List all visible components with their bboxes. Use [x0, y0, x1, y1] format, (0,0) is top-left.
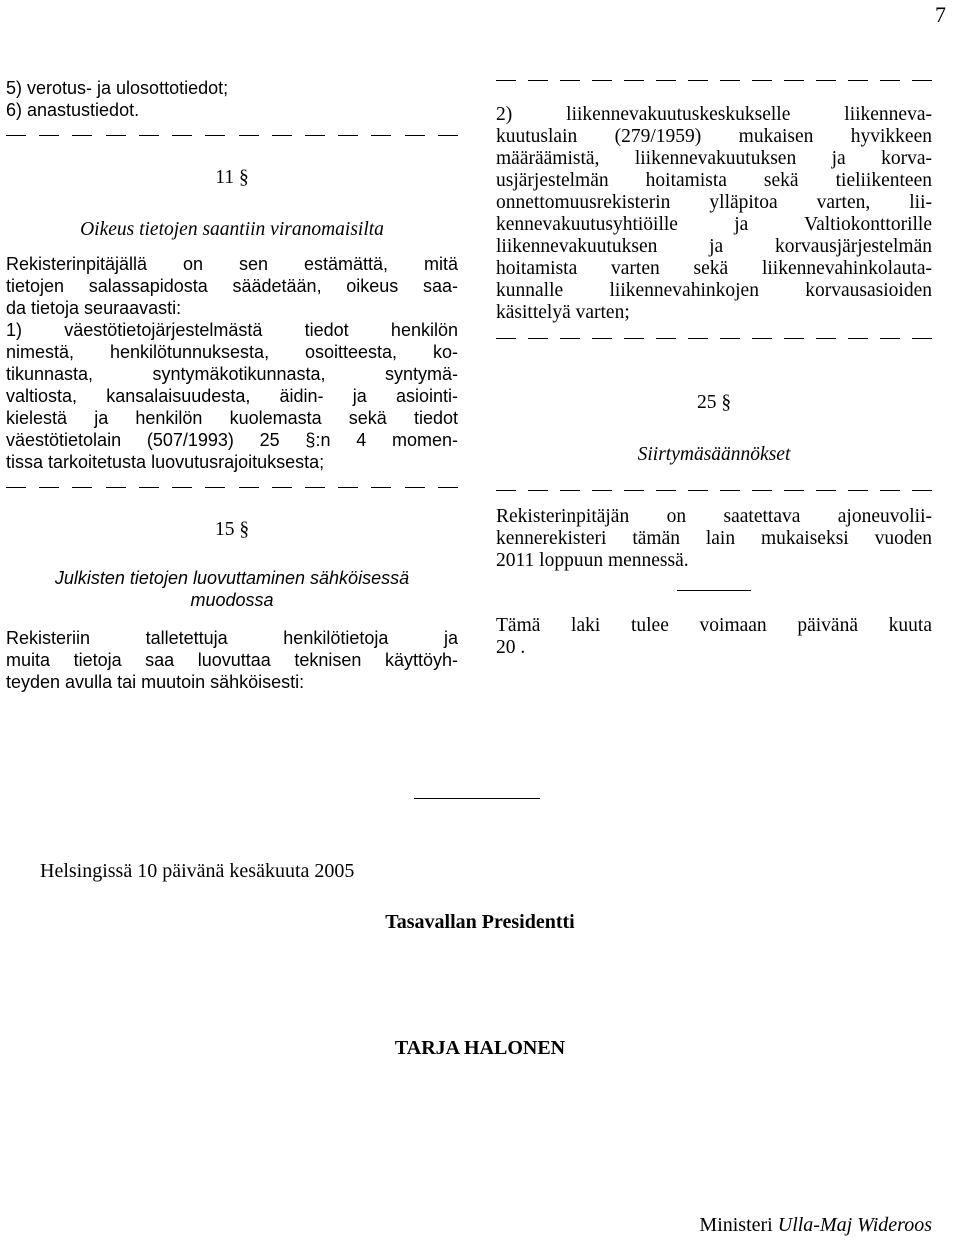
section-11-paragraph [6, 253, 458, 473]
paragraph-line: kennevakuutusyhtiöille ja Valtiokonttorille [496, 214, 932, 235]
paragraph-line: kunnalle liikennevahinkojen korvausasioiden [496, 280, 932, 301]
paragraph-line: Rekisterinpitäjällä on sen estämättä, mitä [6, 254, 458, 274]
end-rule [414, 798, 540, 799]
section-number: 25 § [696, 392, 732, 413]
minister-name: Ulla-Maj Wideroos [777, 1214, 932, 1236]
place-date: Helsingissä 10 päivänä kesäkuuta 2005 [40, 860, 355, 882]
paragraph-line: Rekisterinpitäjän on saatettava ajoneuvolii- [496, 506, 932, 527]
paragraph-line: kielestä ja henkilön kuolemasta sekä tiedot [6, 408, 458, 428]
paragraph-line: liikennevakuutuksen ja korvausjärjestelmän [496, 236, 932, 257]
left-column [6, 77, 458, 693]
list-item: 6) anastustiedot. [6, 100, 140, 120]
paragraph-line: valtiosta, kansalaisuudesta, äidin- ja asiointi- [6, 386, 458, 406]
paragraph-line: Tämä laki tulee voimaan päivänä kuuta [496, 615, 932, 636]
paragraph-line: onnettomuusrekisterin ylläpitoa varten, lii- [496, 192, 932, 213]
section-number: 15 § [214, 519, 250, 540]
paragraph-line: 1) väestötietojärjestelmästä tiedot henkilön [6, 320, 458, 340]
paragraph-line: teyden avulla tai muutoin sähköisesti: [6, 672, 305, 692]
paragraph-line: määräämistä, liikennevakuutuksen ja korva- [496, 148, 932, 169]
enactment-clause [496, 615, 932, 659]
paragraph-line: 2) liikennevakuutuskeskukselle liikenneva- [496, 104, 932, 125]
section-15-paragraph [6, 627, 458, 693]
president-name: TARJA HALONEN [394, 1037, 566, 1059]
section-heading: Oikeus tietojen saantiin viranomaisilta [80, 219, 384, 240]
paragraph-line: da tietoja seuraavasti: [6, 298, 182, 318]
minister-prefix: Ministeri [699, 1214, 773, 1236]
paragraph-line: tikunnasta, syntymäkotikunnasta, syntymä- [6, 364, 458, 384]
paragraph-line: 2011 loppuun mennessä. [496, 550, 689, 571]
section-number: 11 § [215, 167, 249, 188]
right-column [496, 80, 932, 659]
paragraph-line: muita tietoja saa luovuttaa teknisen käyttöyh- [6, 650, 458, 670]
section-heading: Siirtymäsäännökset [637, 444, 791, 465]
paragraph-line: kennerekisteri tämän lain mukaiseksi vuoden [496, 528, 932, 549]
paragraph-line: tissa tarkoitetusta luovutusrajoituksesta; [6, 452, 325, 472]
paragraph-line: 20 . [496, 637, 526, 658]
paragraph-line: kuutuslain (279/1959) mukaisen hyvikkeen [496, 126, 932, 147]
section-heading: Julkisten tietojen luovuttaminen sähköisessä muodossa [54, 568, 410, 610]
paragraph-line: väestötietolain (507/1993) 25 §:n 4 momen- [6, 430, 458, 450]
page-number: 7 [935, 2, 946, 27]
section-25-paragraph [496, 506, 932, 572]
item-2-paragraph [496, 104, 932, 324]
paragraph-line: käsittelyä varten; [496, 302, 630, 323]
paragraph-line: usjärjestelmän hoitamista sekä tieliikenteen [496, 170, 932, 191]
minister-signature [699, 1214, 932, 1237]
paragraph-line: tietojen salassapidosta säädetään, oikeus saa- [6, 276, 458, 296]
list-item: 5) verotus- ja ulosottotiedot; [6, 78, 229, 98]
signature-title: Tasavallan Presidentti [385, 911, 575, 933]
paragraph-line: hoitamista varten sekä liikennevahinkolauta- [496, 258, 932, 279]
paragraph-line: Rekisteriin talletettuja henkilötietoja ja [6, 628, 458, 648]
paragraph-line: nimestä, henkilötunnuksesta, osoitteesta, ko- [6, 342, 458, 362]
